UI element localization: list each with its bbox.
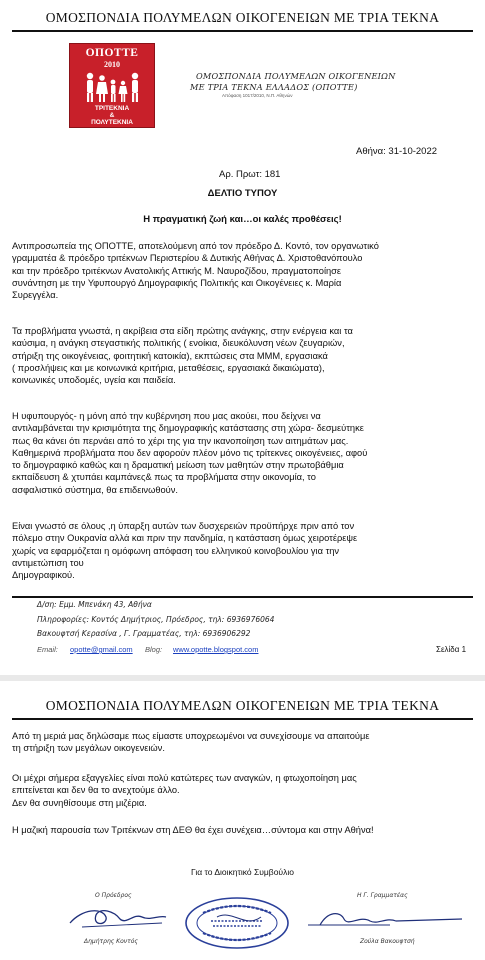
family-figures-icon (80, 70, 146, 104)
paragraph-line: γραμματέα & πρόεδρο τριτέκνων Περιστερίου & Δυτικής Αθήνας Δ. Χριστοθανόπουλο (12, 253, 363, 264)
paragraph-4 (12, 520, 473, 581)
footer-address: Δ/ση: Εμμ. Μπενάκη 43, Αθήνα (37, 600, 152, 609)
logo-ampersand: & (109, 112, 115, 119)
paragraph-line: Τα προβλήματα γνωστά, η ακρίβεια στα είδη πρώτης ανάγκης, στην ενέργεια και τα (12, 326, 353, 336)
paragraph-7 (12, 824, 473, 836)
paragraph-6 (12, 772, 473, 809)
paragraph-line: ( προσλήψεις και με κοινωνικά κριτήρια, μεταθέσεις, εργασιακά δικαιώματα), (12, 362, 325, 373)
signature-left-name: Δημήτρης Κοντός (84, 938, 138, 945)
footer-email-link[interactable]: opotte@gmail.com (70, 645, 133, 654)
paragraph-line: και την πρόεδρο τριτέκνων Ανατολικής Αττικής Μ. Ναυροζίδου, πραγματοποίησε (12, 265, 342, 276)
press-release-subheading: Η πραγματική ζωή και…οι καλές προθέσεις! (143, 214, 342, 225)
paragraph-line: Είναι γνωστό σε όλους ,η ύπαρξη αυτών των δυσχερειών προϋπήρχε πριν από τον (12, 521, 355, 531)
paragraph-line: Από τη μεριά μας δηλώσαμε πως είμαστε υποχρεωμένοι να συνεχίσουμε να απαιτούμε (12, 731, 370, 741)
paragraph-5 (12, 730, 473, 755)
paragraph-line: Αντιπροσωπεία της ΟΠΟΤΤΕ, αποτελούμενη από τον πρόεδρο Δ. Κοντό, τον οργανωτικό (12, 241, 379, 251)
closing-line: Για το Διοικητικό Συμβούλιο (191, 867, 294, 877)
footer-blog-label: Blog: (145, 645, 163, 654)
document-page-2 (0, 681, 485, 960)
paragraph-1 (12, 240, 473, 301)
logo-name: ΟΠΟΤΤΕ (85, 47, 139, 59)
letterhead-name-line1: ΟΜΟΣΠΟΝΔΙΑ ΠΟΛΥΜΕΛΩΝ ΟΙΚΟΓΕΝΕΙΩΝ (196, 71, 396, 81)
paragraph-line: πόλεμο στην Ουκρανία αλλά και πριν την πανδημία, η κατάσταση όμως χειροτέρεψε (12, 533, 358, 544)
opotte-logo (69, 43, 155, 128)
paragraph-line: το δημογραφικό καθώς και η δραματική μείωση των μαθητών στην πρωτοβάθμια (12, 460, 344, 471)
paragraph-line: στήριξη της οικογένειας, φοιτητική κατοικία), εκπτώσεις στα ΜΜΜ, εργασιακά (12, 350, 328, 361)
president-signature (62, 901, 172, 935)
paragraph-line: Η υφυπουργός- η μόνη από την κυβέρνηση που μας ακούει, που δείχνει να (12, 411, 321, 421)
protocol-number: Αρ. Πρωτ: 181 (219, 169, 281, 180)
paragraph-line: κοινωνικές υποδομές, υγεία και παιδεία. (12, 375, 176, 386)
footer-rule (12, 596, 473, 598)
paragraph-line: καύσιμα, η ανάγκη στεγαστικής πολιτικής ( ενοίκια, διευκόλυνση νέων ζευγαριών, (12, 338, 345, 349)
paragraph-line: τη στήριξη των μεγάλων οικογενειών. (12, 743, 165, 754)
paragraph-line: Δεν θα συνηθίσουμε στη μιζέρια. (12, 797, 147, 808)
paragraph-line: Δημογραφικού. (12, 570, 75, 581)
federation-stamp (183, 895, 291, 951)
signature-right-title: Η Γ. Γραμματέας (357, 892, 408, 899)
footer-info-president: Πληροφορίες: Κοντός Δημήτριος, Πρόεδρος, τηλ: 6936976064 (37, 615, 275, 624)
paragraph-line: Καθημερινά προβλήματα που δεν αφορούν πλέον μόνο τις τρίτεκνες οικογένειες, αφού (12, 447, 368, 458)
paragraph-line: πως θα κάνει ότι περνάει από το χέρι της για την ικανοποίηση των αιτημάτων μας. (12, 435, 349, 446)
signature-right-name: Ζούλα Βακουφτσή (360, 938, 415, 945)
header-rule (12, 30, 473, 32)
page-number: Σελίδα 1 (436, 645, 467, 654)
paragraph-3 (12, 410, 473, 496)
page2-header-title: ΟΜΟΣΠΟΝΔΙΑ ΠΟΛΥΜΕΛΩΝ ΟΙΚΟΓΕΝΕΙΩΝ ΜΕ ΤΡΙΑ ΤΕΚΝΑ (45, 698, 440, 713)
paragraph-line: συνάντηση με την Υφυπουργό Δημογραφικής Πολιτικής και Οικογένειες κ. Μαρία (12, 277, 342, 288)
footer-info-secretary: Βακουφτσή Κερασίνα , Γ. Γραμματέας, τηλ: 6936906292 (37, 629, 251, 638)
logo-line-tritekneia: ΤΡΙΤΕΚΝΙΑ (94, 105, 130, 112)
paragraph-line: Συρεγγέλα. (12, 290, 59, 301)
paragraph-line: Οι μέχρι σήμερα εξαγγελίες είναι πολύ κατώτερες των αναγκών, η φτωχοποίηση μας (12, 773, 357, 783)
paragraph-line: εκπαίδευση & χτυπάει καμπάνες& πως τα προβλήματα στην οικονομία, το (12, 472, 316, 483)
paragraph-line: επιτείνεται και δεν θα το ανεχτούμε άλλο. (12, 785, 180, 796)
press-release-heading: ΔΕΛΤΙΟ ΤΥΠΟΥ (207, 188, 278, 199)
paragraph-line: Η μαζική παρουσία των Τριτέκνων στη ΔΕΘ θα έχει συνέχεια…σύντομα και στην Αθήνα! (12, 825, 374, 835)
paragraph-line: αντιμετώπιση του (12, 557, 84, 568)
footer-email-label: Email: (37, 645, 58, 654)
paragraph-line: αντιλαμβάνεται την κρισιμότητα της δημογραφικής κατάστασης στη χώρα- δεσμεύτηκε (12, 423, 364, 434)
document-date: Αθήνα: 31-10-2022 (356, 146, 438, 157)
paragraph-line: ασφαλιστικό σύστημα, θα επιδεινωθούν. (12, 484, 178, 495)
letterhead-name-line2: ΜΕ ΤΡΙΑ ΤΕΚΝΑ ΕΛΛΑΔΟΣ (ΟΠΟΤΤΕ) (190, 82, 358, 92)
page2-header-rule (12, 718, 473, 720)
logo-line-polyteknia: ΠΟΛΥΤΕΚΝΙΑ (91, 119, 133, 126)
page-header-title: ΟΜΟΣΠΟΝΔΙΑ ΠΟΛΥΜΕΛΩΝ ΟΙΚΟΓΕΝΕΙΩΝ ΜΕ ΤΡΙΑ ΤΕΚΝΑ (45, 10, 440, 25)
secretary-signature (300, 905, 470, 935)
paragraph-2 (12, 325, 473, 386)
logo-year: 2010 (104, 60, 120, 69)
footer-blog-link[interactable]: www.opotte.blogspot.com (173, 645, 259, 654)
signature-left-title: Ο Πρόεδρος (95, 892, 132, 899)
paragraph-line: χωρίς να εφαρμόζεται η ομόφωνη απόφαση του ελληνικού κοινοβουλίου για την (12, 545, 340, 556)
letterhead-subline: Απόφαση 1017/2010, Ν.Π. Αθηνών (222, 93, 293, 98)
